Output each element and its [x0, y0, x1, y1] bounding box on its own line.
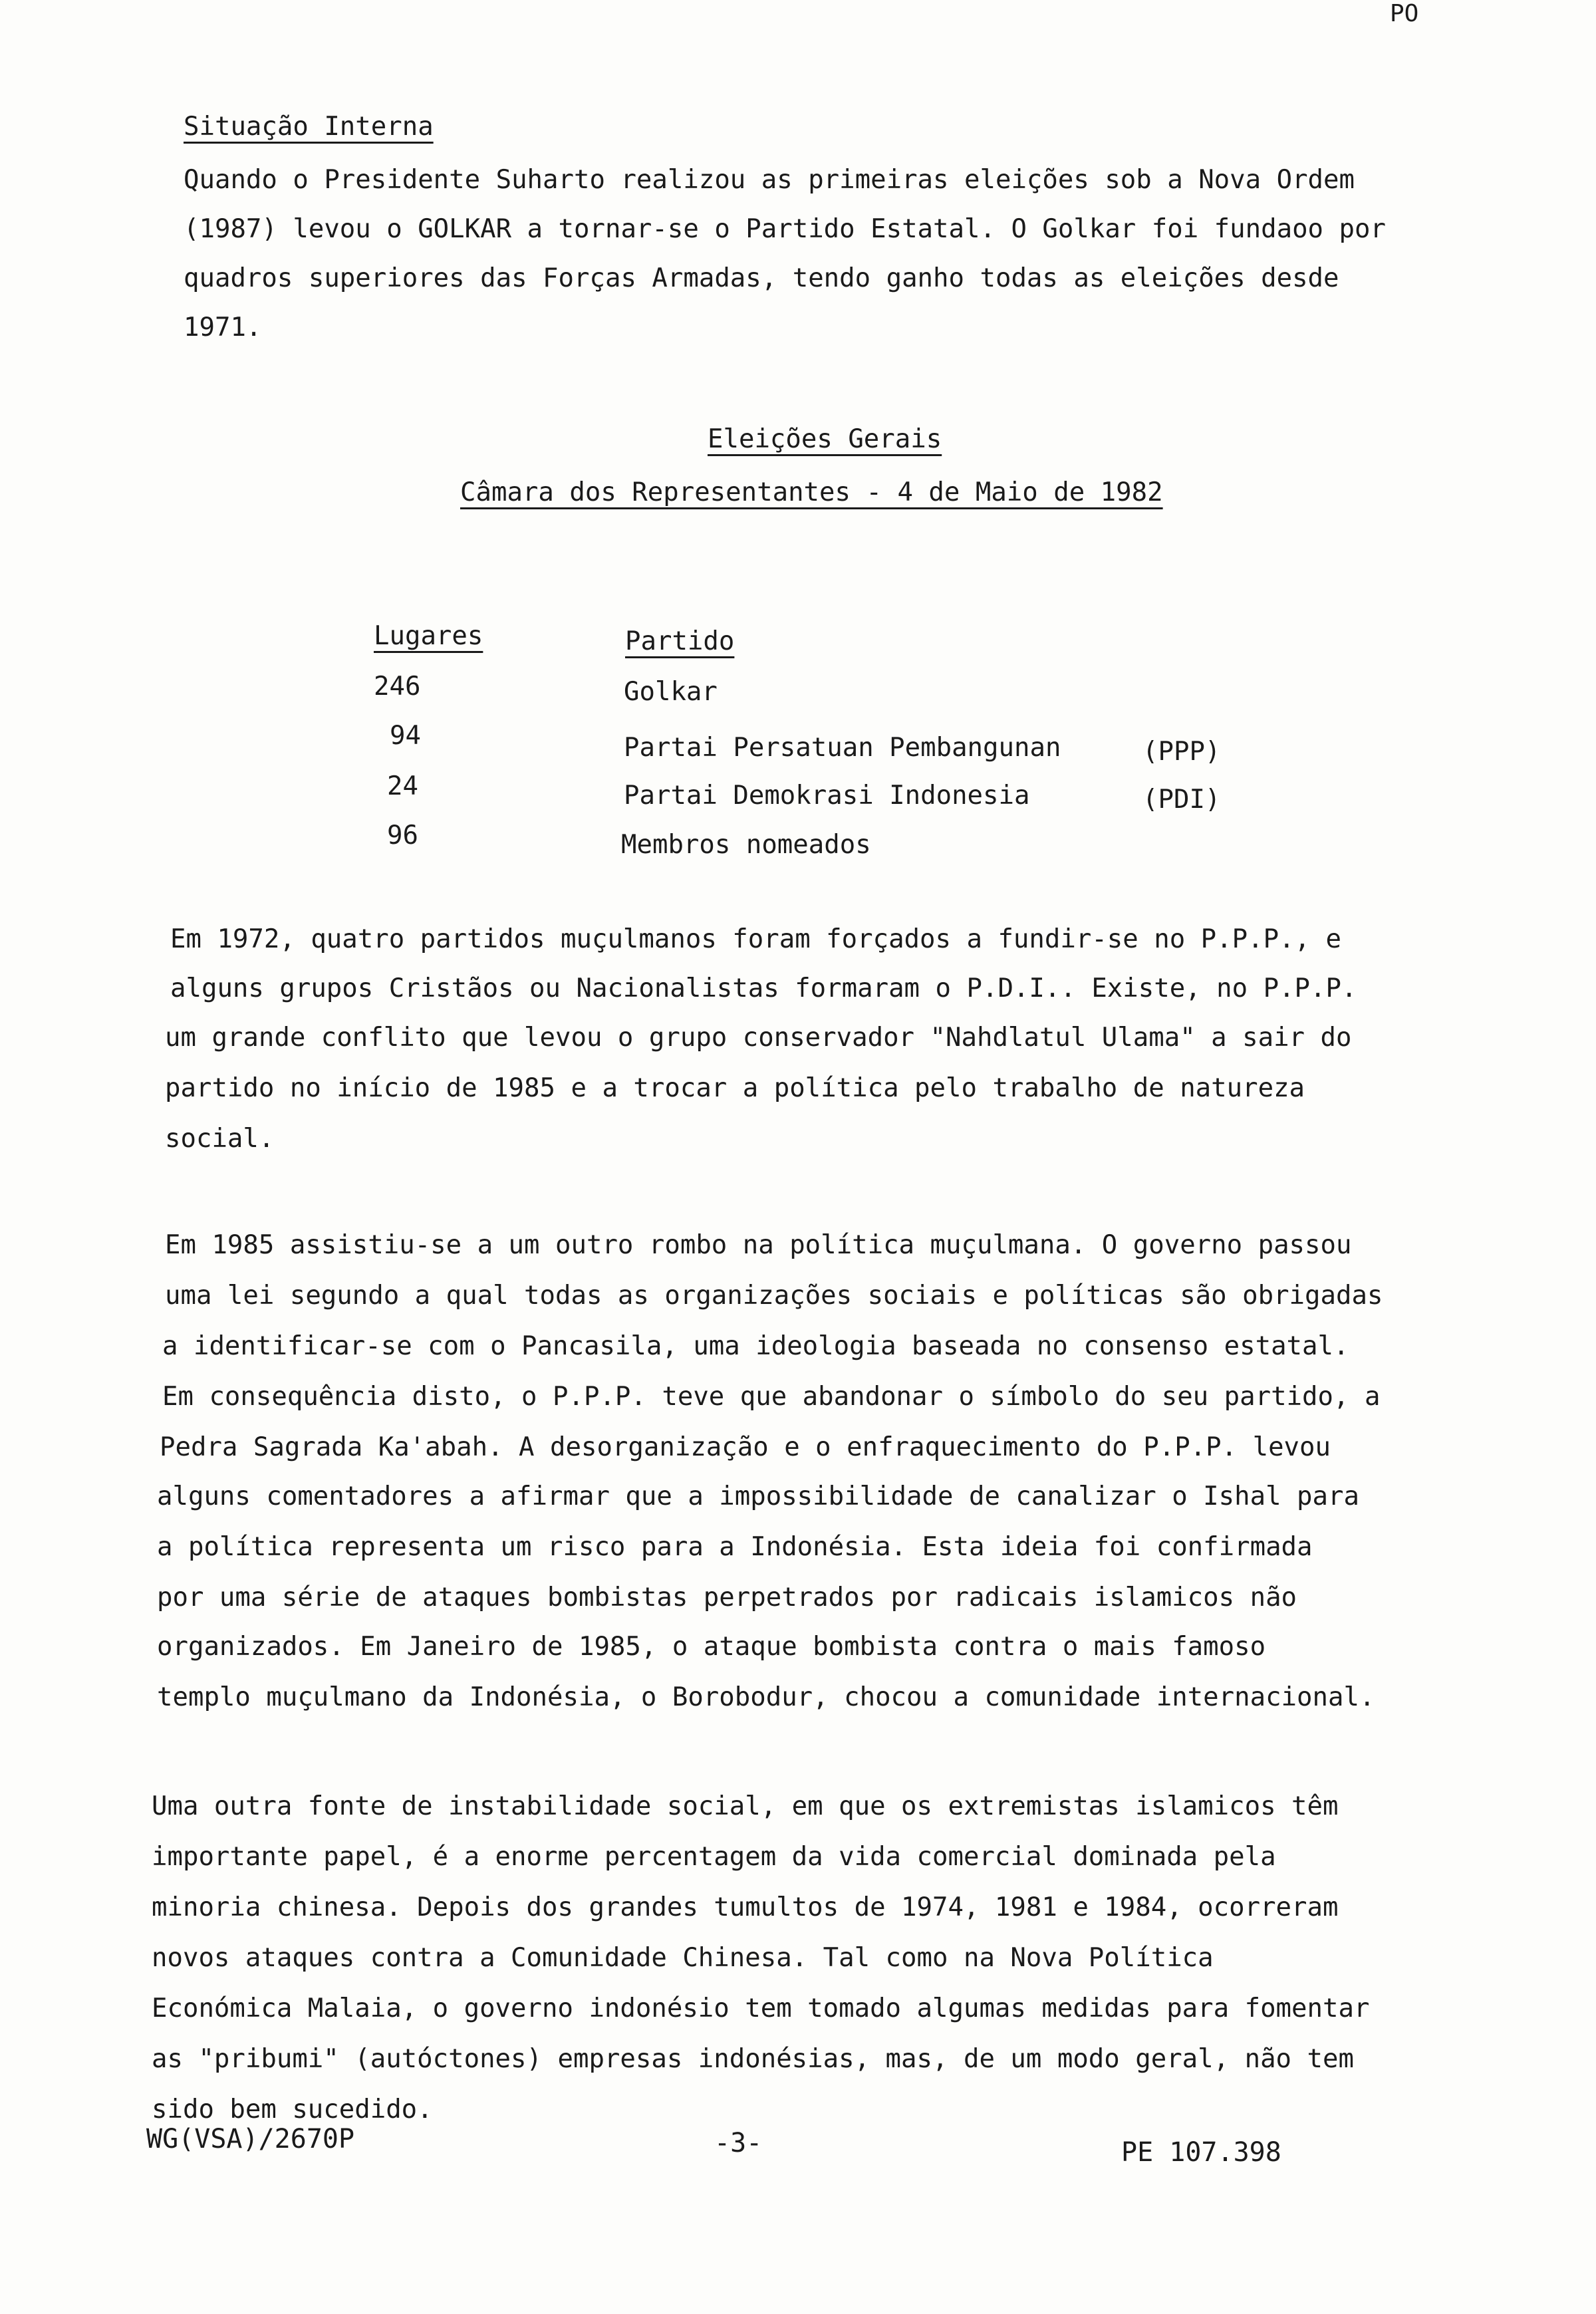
page-number: -3-: [714, 2128, 763, 2158]
party-cell: Partai Demokrasi Indonesia: [624, 781, 1030, 811]
document-reference: WG(VSA)/2670P: [146, 2124, 355, 2154]
seats-cell: 96: [387, 821, 418, 850]
text-line: Pedra Sagrada Ka'abah. A desorganização e o enfraquecimento do P.P.P. levou: [160, 1432, 1331, 1462]
text-line: minoria chinesa. Depois dos grandes tumultos de 1974, 1981 e 1984, ocorreram: [152, 1892, 1339, 1922]
text-line: quadros superiores das Forças Armadas, tendo ganho todas as eleições desde: [184, 263, 1339, 293]
text-line: (1987) levou o GOLKAR a tornar-se o Partido Estatal. O Golkar foi fundaoo por: [184, 214, 1386, 244]
party-cell: Partai Persatuan Pembangunan: [624, 733, 1061, 763]
text-line: uma lei segundo a qual todas as organizações sociais e políticas são obrigadas: [165, 1281, 1383, 1311]
text-line: Em consequência disto, o P.P.P. teve que abandonar o símbolo do seu partido, a: [162, 1382, 1381, 1412]
pe-reference: PE 107.398: [1121, 2137, 1281, 2168]
column-header-party: Partido: [625, 626, 735, 656]
text-line: Em 1972, quatro partidos muçulmanos foram forçados a fundir-se no P.P.P., e: [170, 924, 1341, 954]
text-line: importante papel, é a enorme percentagem da vida comercial dominada pela: [152, 1842, 1276, 1872]
text-line: partido no início de 1985 e a trocar a política pelo trabalho de natureza: [165, 1073, 1305, 1103]
text-line: Uma outra fonte de instabilidade social, em que os extremistas islamicos têm: [152, 1791, 1339, 1821]
corner-mark: PO: [1390, 0, 1419, 27]
party-abbr-cell: (PPP): [1142, 737, 1221, 767]
text-line: alguns grupos Cristãos ou Nacionalistas formaram o P.D.I.. Existe, no P.P.P.: [170, 973, 1357, 1003]
text-line: novos ataques contra a Comunidade Chinesa. Tal como na Nova Política: [152, 1943, 1214, 1973]
text-line: sido bem sucedido.: [152, 2095, 433, 2124]
text-line: alguns comentadores a afirmar que a impossibilidade de canalizar o Ishal para: [157, 1481, 1359, 1511]
text-line: 1971.: [184, 313, 262, 342]
text-line: Quando o Presidente Suharto realizou as primeiras eleições sob a Nova Ordem: [184, 165, 1355, 195]
seats-cell: 246: [374, 672, 421, 702]
section-title: Situação Interna: [184, 112, 434, 142]
column-header-seats: Lugares: [374, 621, 483, 651]
election-title: Eleições Gerais: [708, 424, 942, 454]
party-cell: Membros nomeados: [621, 830, 871, 860]
seats-cell: 94: [390, 721, 421, 751]
party-cell: Golkar: [624, 677, 718, 707]
text-line: social.: [165, 1124, 275, 1154]
text-line: por uma série de ataques bombistas perpetrados por radicais islamicos não: [157, 1583, 1297, 1612]
text-line: templo muçulmano da Indonésia, o Borobodur, chocou a comunidade internacional.: [157, 1682, 1375, 1712]
text-line: a política representa um risco para a Indonésia. Esta ideia foi confirmada: [157, 1532, 1313, 1562]
seats-cell: 24: [387, 771, 418, 801]
text-line: organizados. Em Janeiro de 1985, o ataque bombista contra o mais famoso: [157, 1632, 1266, 1662]
text-line: um grande conflito que levou o grupo conservador "Nahdlatul Ulama" a sair do: [165, 1023, 1352, 1053]
text-line: Em 1985 assistiu-se a um outro rombo na política muçulmana. O governo passou: [165, 1230, 1352, 1260]
election-subtitle: Câmara dos Representantes - 4 de Maio de 1982: [460, 477, 1163, 507]
text-line: a identificar-se com o Pancasila, uma ideologia baseada no consenso estatal.: [162, 1331, 1349, 1361]
party-abbr-cell: (PDI): [1142, 785, 1221, 815]
text-line: as "pribumi" (autóctones) empresas indonésias, mas, de um modo geral, não tem: [152, 2044, 1354, 2074]
text-line: Económica Malaia, o governo indonésio tem tomado algumas medidas para fomentar: [152, 1993, 1370, 2023]
